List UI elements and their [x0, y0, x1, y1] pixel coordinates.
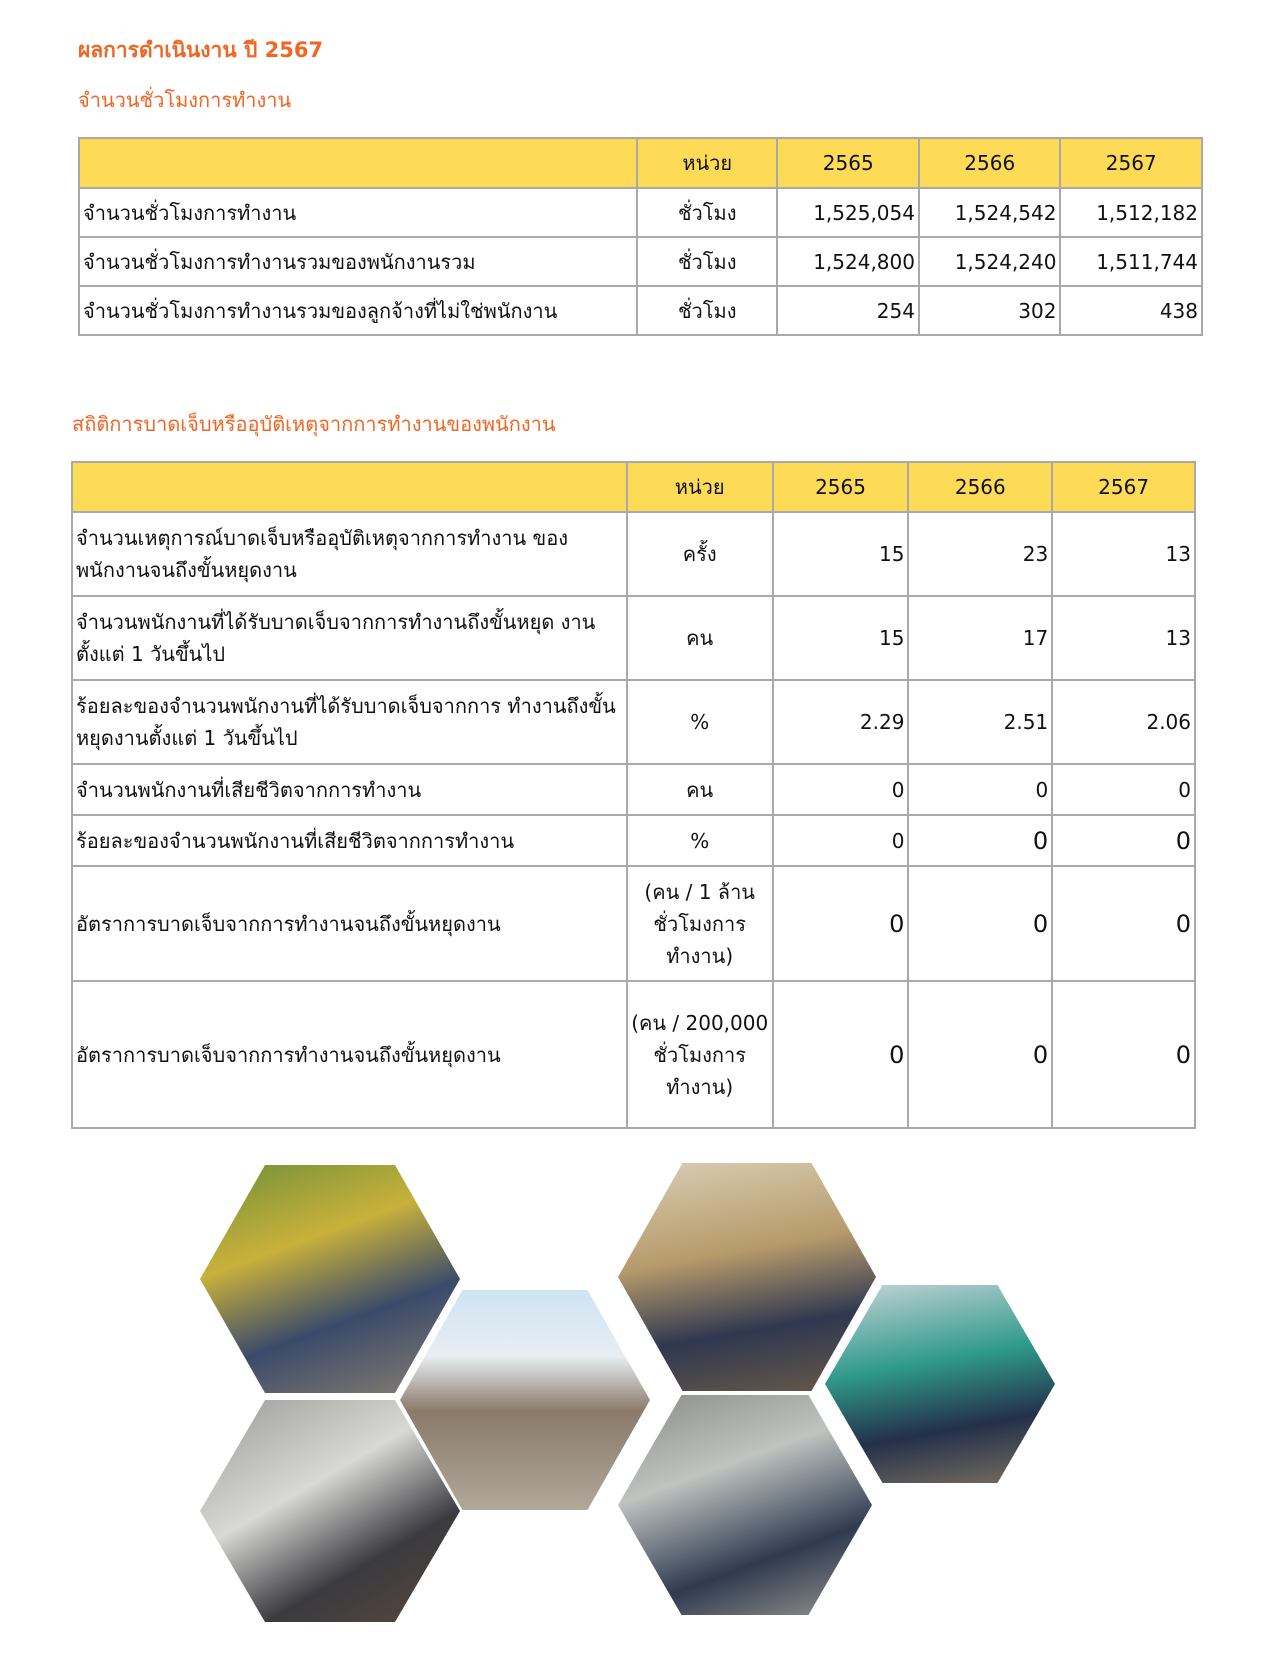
row-unit: (คน / 1 ล้าน ชั่วโมงการ ทำงาน) — [627, 866, 773, 981]
table-row — [79, 188, 1202, 237]
row-unit: ชั่วโมง — [637, 188, 778, 237]
value-2565: 15 — [773, 512, 909, 596]
row-label: อัตราการบาดเจ็บจากการทำงานจนถึงขั้นหยุดงาน — [72, 981, 627, 1128]
value-2567: 1,511,744 — [1060, 237, 1202, 286]
row-label: จำนวนพนักงานที่เสียชีวิตจากการทำงาน — [72, 764, 627, 815]
header-cell: 2565 — [777, 138, 919, 188]
value-2567: 1,512,182 — [1060, 188, 1202, 237]
row-unit: % — [627, 680, 773, 764]
row-label: อัตราการบาดเจ็บจากการทำงานจนถึงขั้นหยุดงาน — [72, 866, 627, 981]
header-cell: หน่วย — [637, 138, 778, 188]
header-cell: 2567 — [1052, 462, 1195, 512]
value-2565: 1,524,800 — [777, 237, 919, 286]
value-2566: 0 — [908, 764, 1052, 815]
photo-hex-factory-inspection — [200, 1165, 460, 1393]
row-label: ร้อยละของจำนวนพนักงานที่ได้รับบาดเจ็บจากการ ทำงานถึงขั้น หยุดงานตั้งแต่ 1 วันขึ้นไป — [72, 680, 627, 764]
row-unit: (คน / 200,000 ชั่วโมงการ ทำงาน) — [627, 981, 773, 1128]
value-2566: 0 — [908, 866, 1052, 981]
table-row — [72, 815, 1195, 866]
value-2566: 302 — [919, 286, 1061, 335]
header-cell: หน่วย — [627, 462, 773, 512]
table-row — [72, 981, 1195, 1128]
header-cell: 2566 — [908, 462, 1052, 512]
row-unit: ครั้ง — [627, 512, 773, 596]
row-label: จำนวนชั่วโมงการทำงานรวมของลูกจ้างที่ไม่ใช่พนักงาน — [79, 286, 637, 335]
header-cell: 2567 — [1060, 138, 1202, 188]
row-unit: ชั่วโมง — [637, 237, 778, 286]
site-inspection-photo-collage — [200, 1165, 1080, 1635]
value-2566: 2.51 — [908, 680, 1052, 764]
value-2565: 0 — [773, 981, 909, 1128]
row-unit: % — [627, 815, 773, 866]
value-2567: 13 — [1052, 596, 1195, 680]
photo-hex-waste-water-control — [825, 1285, 1055, 1483]
photo-hex-warehouse-walkthrough — [618, 1163, 876, 1391]
row-label: จำนวนเหตุการณ์บาดเจ็บหรืออุบัติเหตุจากการทำงาน ของ พนักงานจนถึงขั้นหยุดงาน — [72, 512, 627, 596]
table-row — [72, 866, 1195, 981]
table1-title: จำนวนชั่วโมงการทำงาน — [78, 88, 292, 112]
value-2566: 1,524,240 — [919, 237, 1061, 286]
header-cell — [79, 138, 637, 188]
table-row — [72, 764, 1195, 815]
value-2565: 254 — [777, 286, 919, 335]
value-2567: 0 — [1052, 764, 1195, 815]
table-row — [79, 237, 1202, 286]
value-2565: 2.29 — [773, 680, 909, 764]
row-unit: คน — [627, 596, 773, 680]
row-label: จำนวนชั่วโมงการทำงานรวมของพนักงานรวม — [79, 237, 637, 286]
value-2565: 0 — [773, 815, 909, 866]
value-2567: 438 — [1060, 286, 1202, 335]
table-header-row — [72, 462, 1195, 512]
value-2567: 2.06 — [1052, 680, 1195, 764]
value-2566: 17 — [908, 596, 1052, 680]
value-2565: 1,525,054 — [777, 188, 919, 237]
table-row — [79, 286, 1202, 335]
table-header-row — [79, 138, 1202, 188]
row-unit: คน — [627, 764, 773, 815]
page-title: ผลการดำเนินงาน ปี 2567 — [78, 38, 324, 62]
row-label: จำนวนพนักงานที่ได้รับบาดเจ็บจากการทำงานถึงขั้นหยุด งาน ตั้งแต่ 1 วันขึ้นไป — [72, 596, 627, 680]
value-2566: 1,524,542 — [919, 188, 1061, 237]
value-2567: 0 — [1052, 981, 1195, 1128]
header-cell — [72, 462, 627, 512]
header-cell: 2565 — [773, 462, 909, 512]
header-cell: 2566 — [919, 138, 1061, 188]
table-row — [72, 512, 1195, 596]
injury-stats-table — [71, 461, 1196, 1129]
row-unit: ชั่วโมง — [637, 286, 778, 335]
row-label: ร้อยละของจำนวนพนักงานที่เสียชีวิตจากการทำงาน — [72, 815, 627, 866]
value-2565: 0 — [773, 764, 909, 815]
value-2565: 0 — [773, 866, 909, 981]
photo-hex-machinery-room — [618, 1395, 872, 1615]
value-2566: 0 — [908, 981, 1052, 1128]
table-row — [72, 596, 1195, 680]
row-label: จำนวนชั่วโมงการทำงาน — [79, 188, 637, 237]
value-2567: 13 — [1052, 512, 1195, 596]
value-2567: 0 — [1052, 815, 1195, 866]
value-2566: 23 — [908, 512, 1052, 596]
value-2566: 0 — [908, 815, 1052, 866]
value-2567: 0 — [1052, 866, 1195, 981]
table2-title: สถิติการบาดเจ็บหรืออุบัติเหตุจากการทำงานของพนักงาน — [72, 412, 556, 436]
value-2565: 15 — [773, 596, 909, 680]
table-row — [72, 680, 1195, 764]
work-hours-table — [78, 137, 1203, 336]
